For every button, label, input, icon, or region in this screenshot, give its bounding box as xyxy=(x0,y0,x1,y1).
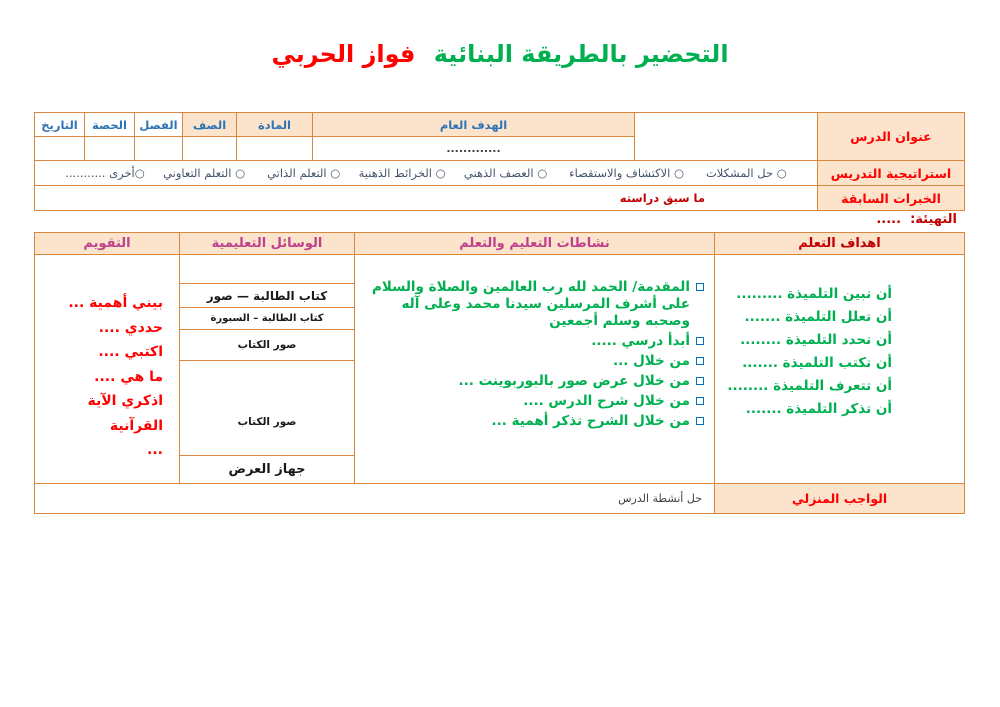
activity-item xyxy=(363,373,704,390)
page-title xyxy=(0,40,1000,68)
subject-value xyxy=(237,137,313,161)
evaluation-cell xyxy=(35,255,180,484)
checkbox-icon xyxy=(696,337,704,345)
evaluation-item: ما هي .... xyxy=(94,368,163,385)
page-title-method: التحضير بالطريقة البنائية xyxy=(433,40,729,68)
lesson-title-label: عنوان الدرس xyxy=(818,113,965,161)
evaluation-item: بيني أهمية ... xyxy=(68,295,163,311)
prior-knowledge-value: ما سبق دراسته xyxy=(35,186,818,211)
goal-value: ............. xyxy=(313,137,635,161)
lesson-info-table xyxy=(34,112,965,211)
evaluation-header: التقويم xyxy=(35,233,180,255)
date-label: التاريخ xyxy=(35,113,85,137)
subject-label: المادة xyxy=(237,113,313,137)
lesson-body-table xyxy=(34,232,965,514)
aids-header: الوسائل التعليمية xyxy=(180,233,355,255)
grade-label: الصف xyxy=(183,113,237,137)
objective-item: أن تذكر التلميذة ....... xyxy=(745,401,892,417)
activity-text: المقدمة/ الحمد لله رب العالمين والصلاة والسلام على أشرف المرسلين سيدنا محمد وعلى آله وصحبه وسلم أجمعين xyxy=(371,279,690,329)
strategy-options: ○ حل المشكلات ○ الاكتشاف والاستقصاء ○ العصف الذهني ○ الخرائط الذهنية ○ التعلم الذاتي ○ التعلم التعاوني ○أخرى ........... xyxy=(35,161,818,186)
checkbox-icon xyxy=(696,377,704,385)
activity-item xyxy=(363,333,704,350)
checkbox-icon xyxy=(696,397,704,405)
checkbox-icon xyxy=(696,417,704,425)
aid-item: صور الكتاب xyxy=(180,361,354,456)
strategy-label: استراتيجية التدريس xyxy=(818,161,965,186)
activities-cell xyxy=(355,255,715,484)
grade-value xyxy=(183,137,237,161)
activity-text: من خلال شرح الدرس .... xyxy=(523,393,690,409)
goal-label: الهدف العام xyxy=(313,113,635,137)
homework-label: الواجب المنزلي xyxy=(715,484,965,514)
aid-item: كتاب الطالبة – السبورة xyxy=(180,308,354,330)
class-label: الفصل xyxy=(135,113,183,137)
objectives-cell xyxy=(715,255,965,484)
activity-text: أبدأ درسي ..... xyxy=(591,333,690,349)
aid-item: صور الكتاب xyxy=(180,330,354,361)
aid-item: جهاز العرض xyxy=(228,462,306,477)
evaluation-item: حددي .... xyxy=(98,319,163,336)
activities-header: نشاطات التعليم والتعلم xyxy=(355,233,715,255)
activity-text: من خلال ... xyxy=(613,353,690,369)
objective-item: أن تبين التلميذة ......... xyxy=(736,286,892,302)
objective-item: أن تحدد التلميذة ........ xyxy=(740,332,892,348)
aid-item: كتاب الطالبة — صور xyxy=(180,284,354,308)
warmup-line: التهيئة: ..... xyxy=(876,212,957,227)
activity-item xyxy=(363,353,704,370)
lesson-title-value xyxy=(635,113,818,161)
prior-knowledge-label: الخبرات السابقة xyxy=(818,186,965,211)
evaluation-item: ... xyxy=(147,442,163,458)
period-value xyxy=(85,137,135,161)
activity-item xyxy=(363,393,704,410)
homework-value: حل أنشطة الدرس xyxy=(35,484,715,514)
aids-cell xyxy=(180,255,355,484)
objective-item: أن تكتب التلميذة ....... xyxy=(742,355,892,371)
activity-text: من خلال عرض صور بالبوربوينت ... xyxy=(458,373,690,389)
checkbox-icon xyxy=(696,283,704,291)
activity-text: من خلال الشرح تذكر أهمية ... xyxy=(491,413,690,429)
aid-item xyxy=(180,255,354,284)
page-title-author: فواز الحربي xyxy=(271,40,416,68)
checkbox-icon xyxy=(696,357,704,365)
class-value xyxy=(135,137,183,161)
activity-item xyxy=(363,413,704,430)
date-value xyxy=(35,137,85,161)
evaluation-item: اكتبي .... xyxy=(98,344,163,360)
objective-item: أن تعلل التلميذة ....... xyxy=(744,309,892,325)
activity-item xyxy=(363,279,704,330)
evaluation-item: اذكري الآية القرآنية xyxy=(87,393,163,434)
objective-item: أن تتعرف التلميذة ........ xyxy=(727,378,892,394)
objectives-header: اهداف التعلم xyxy=(715,233,965,255)
period-label: الحصة xyxy=(85,113,135,137)
